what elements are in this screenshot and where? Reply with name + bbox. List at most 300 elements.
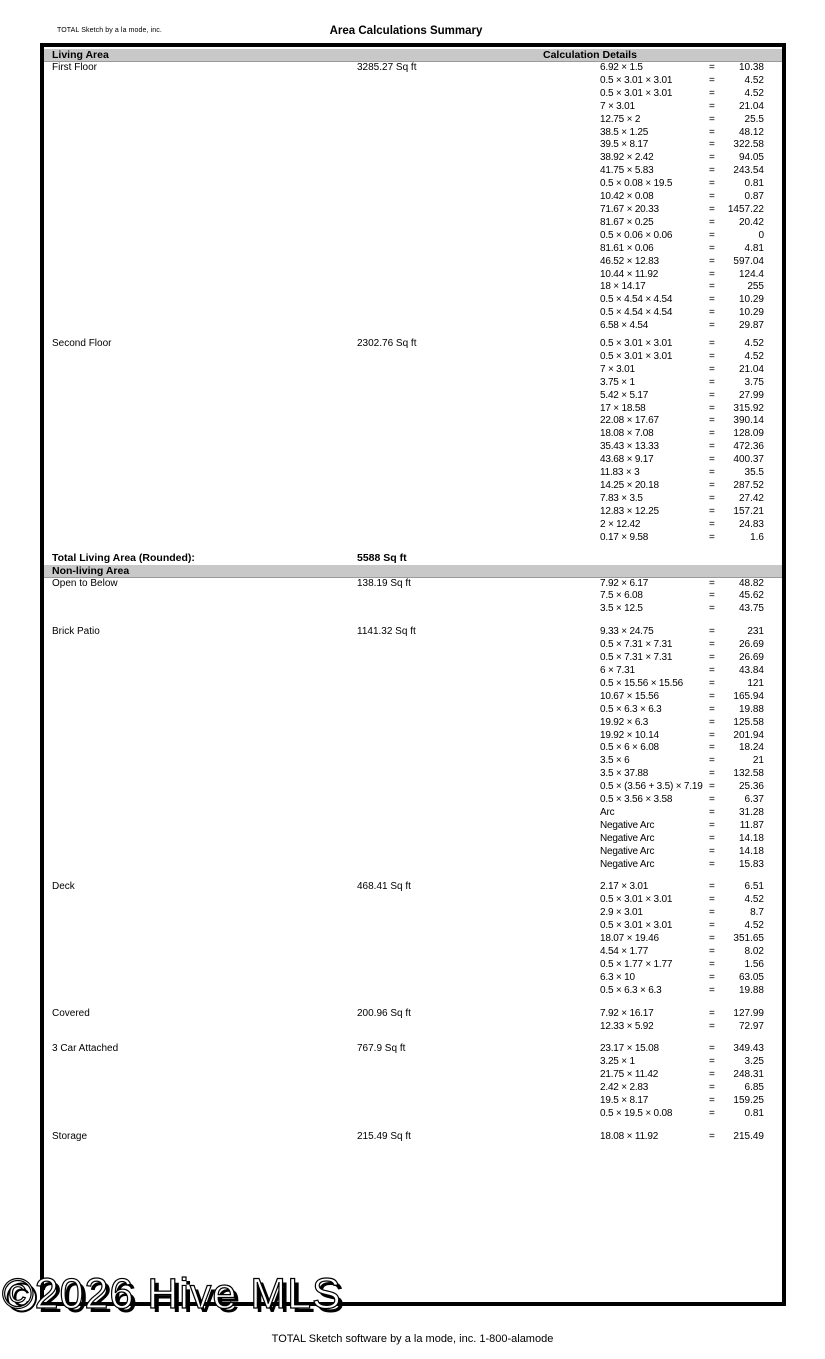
calc-expression: 3.5 × 6 xyxy=(600,755,630,767)
equals-sign: = xyxy=(709,794,715,806)
calc-expression: 0.5 × 6.3 × 6.3 xyxy=(600,703,662,715)
total-living-area-value: 5588 Sq ft xyxy=(357,551,407,564)
equals-sign: = xyxy=(709,781,715,793)
calc-result: 26.69 xyxy=(738,652,764,664)
calc-result: 315.92 xyxy=(733,402,764,414)
calculation-row xyxy=(600,307,764,320)
calculation-row xyxy=(600,351,764,364)
calc-expression: 0.5 × 0.08 × 19.5 xyxy=(600,178,673,190)
calculation-row xyxy=(600,768,764,781)
calculation-row xyxy=(600,578,764,591)
equals-sign: = xyxy=(709,881,715,893)
equals-sign: = xyxy=(709,100,715,112)
calc-result: 201.94 xyxy=(733,729,764,741)
equals-sign: = xyxy=(709,518,715,530)
calc-expression: 0.5 × 0.06 × 0.06 xyxy=(600,229,673,241)
equals-sign: = xyxy=(709,139,715,151)
calc-expression: 0.5 × 4.54 × 4.54 xyxy=(600,307,673,319)
equals-sign: = xyxy=(709,467,715,479)
equals-sign: = xyxy=(709,806,715,818)
equals-sign: = xyxy=(709,505,715,517)
calc-expression: 19.92 × 6.3 xyxy=(600,716,649,728)
calc-result: 127.99 xyxy=(733,1007,764,1019)
equals-sign: = xyxy=(709,203,715,215)
calculation-row xyxy=(600,506,764,519)
equals-sign: = xyxy=(709,350,715,362)
calculation-row xyxy=(600,603,764,616)
calculation-row xyxy=(600,230,764,243)
calc-result: 349.43 xyxy=(733,1043,764,1055)
calc-expression: 0.5 × 4.54 × 4.54 xyxy=(600,294,673,306)
area-sqft: 215.49 Sq ft xyxy=(357,1130,411,1142)
calculation-list xyxy=(600,62,764,333)
equals-sign: = xyxy=(709,677,715,689)
calc-result: 0.81 xyxy=(744,178,764,190)
calculation-row xyxy=(600,652,764,665)
calculation-row xyxy=(600,217,764,230)
equals-sign: = xyxy=(709,480,715,491)
area-name: Deck xyxy=(52,881,75,893)
area-sqft: 3285.27 Sq ft xyxy=(357,62,417,73)
calc-result: 231 xyxy=(747,626,764,638)
calc-expression: 18 × 14.17 xyxy=(600,281,646,293)
equals-sign: = xyxy=(709,1056,715,1068)
area-name: Storage xyxy=(52,1130,88,1142)
calculation-row xyxy=(600,1131,764,1144)
equals-sign: = xyxy=(709,729,715,741)
calc-result: 4.52 xyxy=(744,74,764,86)
calc-expression: 18.07 × 19.46 xyxy=(600,933,659,945)
equals-sign: = xyxy=(709,320,715,332)
calculation-details-header-label: Calculation Details xyxy=(543,49,637,61)
calc-expression: 39.5 × 8.17 xyxy=(600,139,649,151)
calculation-row xyxy=(600,1021,764,1034)
calc-result: 1457.22 xyxy=(727,203,764,215)
calc-expression: 2.17 × 3.01 xyxy=(600,881,649,893)
calc-result: 125.58 xyxy=(733,716,764,728)
equals-sign: = xyxy=(709,74,715,86)
calc-expression: 0.5 × 6 × 6.08 xyxy=(600,742,659,754)
calc-expression: 2.9 × 3.01 xyxy=(600,907,643,919)
calc-expression: 2.42 × 2.83 xyxy=(600,1082,649,1094)
calc-expression: 0.5 × 3.01 × 3.01 xyxy=(600,350,673,362)
calc-result: 351.65 xyxy=(733,933,764,945)
calc-expression: 12.33 × 5.92 xyxy=(600,1020,654,1032)
equals-sign: = xyxy=(709,626,715,638)
calc-expression: 81.61 × 0.06 xyxy=(600,242,654,254)
calc-result: 597.04 xyxy=(733,255,764,267)
equals-sign: = xyxy=(709,920,715,932)
calc-expression: 43.68 × 9.17 xyxy=(600,454,654,466)
calculation-row xyxy=(600,755,764,768)
calculation-row xyxy=(600,191,764,204)
equals-sign: = xyxy=(709,577,715,589)
calc-result: 6.37 xyxy=(744,794,764,806)
calc-expression: 0.5 × 3.56 × 3.58 xyxy=(600,794,673,806)
equals-sign: = xyxy=(709,294,715,306)
calculation-row xyxy=(600,377,764,390)
calc-expression: 46.52 × 12.83 xyxy=(600,255,659,267)
calculation-row xyxy=(600,807,764,820)
area-section xyxy=(44,1131,782,1144)
equals-sign: = xyxy=(709,946,715,957)
calculation-row xyxy=(600,532,764,545)
equals-sign: = xyxy=(709,242,715,254)
equals-sign: = xyxy=(709,894,715,906)
calculation-row xyxy=(600,338,764,351)
calc-expression: 12.83 × 12.25 xyxy=(600,505,659,517)
equals-sign: = xyxy=(709,1020,715,1032)
calculation-row xyxy=(600,1008,764,1021)
calculation-row xyxy=(600,730,764,743)
equals-sign: = xyxy=(709,907,715,919)
equals-sign: = xyxy=(709,639,715,651)
calculation-row xyxy=(600,428,764,441)
calc-result: 31.28 xyxy=(738,806,764,818)
calc-result: 255 xyxy=(747,281,764,293)
area-sqft: 767.9 Sq ft xyxy=(357,1043,406,1055)
calc-expression: 38.92 × 2.42 xyxy=(600,152,654,164)
calc-expression: 10.44 × 11.92 xyxy=(600,268,659,280)
calc-result: 248.31 xyxy=(733,1069,764,1081)
calc-expression: 11.83 × 3 xyxy=(600,467,640,479)
calc-expression: 9.33 × 24.75 xyxy=(600,626,654,638)
total-living-area-label: Total Living Area (Rounded): xyxy=(52,551,195,564)
calculation-row xyxy=(600,364,764,377)
calculation-row xyxy=(600,493,764,506)
equals-sign: = xyxy=(709,441,715,453)
calc-expression: 19.5 × 8.17 xyxy=(600,1095,649,1107)
equals-sign: = xyxy=(709,984,715,996)
equals-sign: = xyxy=(709,971,715,983)
calculation-row xyxy=(600,1108,764,1121)
calc-expression: 41.75 × 5.83 xyxy=(600,165,654,177)
calc-result: 4.52 xyxy=(744,894,764,906)
calc-result: 14.18 xyxy=(738,832,764,844)
equals-sign: = xyxy=(709,703,715,715)
area-sqft: 468.41 Sq ft xyxy=(357,881,411,893)
calc-expression: 38.5 × 1.25 xyxy=(600,126,649,138)
calc-expression: Negative Arc xyxy=(600,845,655,857)
equals-sign: = xyxy=(709,755,715,767)
calc-result: 10.38 xyxy=(738,62,764,73)
calc-result: 43.75 xyxy=(738,603,764,615)
calculation-row xyxy=(600,243,764,256)
calculation-row xyxy=(600,920,764,933)
calc-expression: 3.75 × 1 xyxy=(600,376,635,388)
equals-sign: = xyxy=(709,152,715,164)
calculation-list xyxy=(600,1008,764,1034)
equals-sign: = xyxy=(709,126,715,138)
calculation-row xyxy=(600,781,764,794)
calc-expression: 6.92 × 1.5 xyxy=(600,62,643,73)
calc-result: 4.52 xyxy=(744,87,764,99)
calculation-row xyxy=(600,403,764,416)
calc-expression: 0.5 × 7.31 × 7.31 xyxy=(600,639,673,651)
equals-sign: = xyxy=(709,590,715,602)
calc-result: 29.87 xyxy=(738,320,764,332)
calculation-row xyxy=(600,294,764,307)
calc-expression: 10.67 × 15.56 xyxy=(600,690,659,702)
equals-sign: = xyxy=(709,229,715,241)
calc-result: 4.81 xyxy=(744,242,764,254)
calc-result: 157.21 xyxy=(733,505,764,517)
calc-result: 27.99 xyxy=(738,389,764,401)
calc-expression: 10.42 × 0.08 xyxy=(600,191,654,203)
area-section xyxy=(44,1043,782,1120)
page-title: Area Calculations Summary xyxy=(329,25,483,37)
equals-sign: = xyxy=(709,62,715,73)
nonliving-area-sections xyxy=(44,578,782,1144)
area-sqft: 200.96 Sq ft xyxy=(357,1007,411,1019)
calc-result: 63.05 xyxy=(738,971,764,983)
calculation-row xyxy=(600,881,764,894)
calc-result: 132.58 xyxy=(733,768,764,780)
calc-expression: 18.08 × 7.08 xyxy=(600,428,654,440)
equals-sign: = xyxy=(709,113,715,125)
nonliving-area-header-label: Non-living Area xyxy=(52,564,130,577)
calculation-row xyxy=(600,281,764,294)
equals-sign: = xyxy=(709,307,715,319)
calc-expression: 4.54 × 1.77 xyxy=(600,946,649,957)
calc-expression: 3.5 × 37.88 xyxy=(600,768,649,780)
calc-result: 243.54 xyxy=(733,165,764,177)
calc-result: 3.75 xyxy=(744,376,764,388)
calc-expression: Arc xyxy=(600,806,615,818)
calc-expression: 81.67 × 0.25 xyxy=(600,216,654,228)
calculation-row xyxy=(600,178,764,191)
equals-sign: = xyxy=(709,1095,715,1107)
calc-result: 43.84 xyxy=(738,664,764,676)
calc-expression: 22.08 × 17.67 xyxy=(600,415,659,427)
calculation-row xyxy=(600,833,764,846)
area-section xyxy=(44,1008,782,1034)
equals-sign: = xyxy=(709,531,715,543)
calc-result: 0.87 xyxy=(744,191,764,203)
equals-sign: = xyxy=(709,268,715,280)
calc-result: 165.94 xyxy=(733,690,764,702)
calculation-row xyxy=(600,717,764,730)
nonliving-area-header-bar xyxy=(44,565,782,578)
calc-result: 15.83 xyxy=(738,858,764,870)
calc-expression: 71.67 × 20.33 xyxy=(600,203,659,215)
calculation-row xyxy=(600,907,764,920)
equals-sign: = xyxy=(709,832,715,844)
calculation-row xyxy=(600,269,764,282)
calc-result: 159.25 xyxy=(733,1095,764,1107)
equals-sign: = xyxy=(709,402,715,414)
area-name: Second Floor xyxy=(52,338,112,350)
calc-result: 400.37 xyxy=(733,454,764,466)
calc-result: 0.81 xyxy=(744,1107,764,1119)
calc-result: 21 xyxy=(752,755,764,767)
calculation-row xyxy=(600,101,764,114)
calc-result: 21.04 xyxy=(738,100,764,112)
calc-result: 10.29 xyxy=(738,307,764,319)
calculation-row xyxy=(600,1095,764,1108)
calculation-row xyxy=(600,665,764,678)
calculation-row xyxy=(600,1043,764,1056)
calc-expression: 23.17 × 15.08 xyxy=(600,1043,659,1055)
calculation-row xyxy=(600,75,764,88)
calc-result: 25.5 xyxy=(744,113,764,125)
equals-sign: = xyxy=(709,690,715,702)
calc-result: 21.04 xyxy=(738,363,764,375)
calculation-list xyxy=(600,338,764,545)
calculation-row xyxy=(600,127,764,140)
calc-expression: 12.75 × 2 xyxy=(600,113,641,125)
calculation-row xyxy=(600,933,764,946)
calculation-list xyxy=(600,578,764,617)
calc-result: 4.52 xyxy=(744,350,764,362)
calculation-row xyxy=(600,846,764,859)
calc-result: 8.7 xyxy=(750,907,764,919)
calc-expression: 6.58 × 4.54 xyxy=(600,320,649,332)
calc-result: 8.02 xyxy=(744,946,764,957)
equals-sign: = xyxy=(709,492,715,504)
calc-result: 24.83 xyxy=(738,518,764,530)
area-name: First Floor xyxy=(52,62,97,73)
calculation-list xyxy=(600,626,764,871)
calculation-row xyxy=(600,1069,764,1082)
area-section xyxy=(44,338,782,545)
calc-result: 72.97 xyxy=(738,1020,764,1032)
calc-expression: 6.3 × 10 xyxy=(600,971,635,983)
calc-expression: 0.5 × 6.3 × 6.3 xyxy=(600,984,662,996)
equals-sign: = xyxy=(709,1130,715,1142)
calculation-row xyxy=(600,320,764,333)
calc-result: 3.25 xyxy=(744,1056,764,1068)
area-calculations-box xyxy=(40,43,786,1306)
calc-expression: 7 × 3.01 xyxy=(600,100,635,112)
equals-sign: = xyxy=(709,1069,715,1081)
calc-expression: 7.92 × 6.17 xyxy=(600,577,649,589)
calculation-row xyxy=(600,62,764,75)
living-area-header-label: Living Area xyxy=(52,49,109,61)
calculation-row xyxy=(600,390,764,403)
calc-result: 1.56 xyxy=(744,958,764,970)
area-section xyxy=(44,62,782,333)
equals-sign: = xyxy=(709,1007,715,1019)
calc-result: 20.42 xyxy=(738,216,764,228)
calc-result: 215.49 xyxy=(733,1130,764,1142)
calculation-row xyxy=(600,467,764,480)
calc-result: 11.87 xyxy=(739,819,764,831)
calc-expression: 0.17 × 9.58 xyxy=(600,531,649,543)
total-living-area-row xyxy=(44,552,782,565)
calc-expression: 0.5 × 19.5 × 0.08 xyxy=(600,1107,673,1119)
calc-result: 48.82 xyxy=(738,577,764,589)
calculation-row xyxy=(600,704,764,717)
living-area-header-bar xyxy=(44,49,782,62)
calc-result: 18.24 xyxy=(738,742,764,754)
calculation-row xyxy=(600,959,764,972)
calc-expression: 6 × 7.31 xyxy=(600,664,635,676)
calc-result: 48.12 xyxy=(738,126,764,138)
calculation-row xyxy=(600,441,764,454)
calc-expression: 17 × 18.58 xyxy=(600,402,646,414)
calc-expression: 0.5 × 3.01 × 3.01 xyxy=(600,920,673,932)
calc-expression: 0.5 × 3.01 × 3.01 xyxy=(600,87,673,99)
calc-result: 19.88 xyxy=(738,984,764,996)
calc-result: 6.51 xyxy=(744,881,764,893)
equals-sign: = xyxy=(709,664,715,676)
equals-sign: = xyxy=(709,603,715,615)
calculation-row xyxy=(600,480,764,493)
calc-result: 4.52 xyxy=(744,338,764,350)
calc-result: 0 xyxy=(758,229,764,241)
equals-sign: = xyxy=(709,845,715,857)
area-sqft: 138.19 Sq ft xyxy=(357,577,411,589)
calc-expression: 0.5 × (3.56 + 3.5) × 7.19 xyxy=(600,781,703,793)
equals-sign: = xyxy=(709,178,715,190)
equals-sign: = xyxy=(709,454,715,466)
calc-result: 35.5 xyxy=(744,467,764,479)
calculation-row xyxy=(600,626,764,639)
equals-sign: = xyxy=(709,376,715,388)
calc-result: 390.14 xyxy=(733,415,764,427)
equals-sign: = xyxy=(709,87,715,99)
calc-expression: 2 × 12.42 xyxy=(600,518,641,530)
equals-sign: = xyxy=(709,255,715,267)
calculation-row xyxy=(600,152,764,165)
equals-sign: = xyxy=(709,1107,715,1119)
calc-expression: 0.5 × 3.01 × 3.01 xyxy=(600,74,673,86)
area-sqft: 2302.76 Sq ft xyxy=(357,338,417,350)
area-name: Covered xyxy=(52,1007,90,1019)
calc-expression: 14.25 × 20.18 xyxy=(600,480,659,491)
equals-sign: = xyxy=(709,716,715,728)
calculation-row xyxy=(600,519,764,532)
calc-result: 124.4 xyxy=(738,268,764,280)
equals-sign: = xyxy=(709,415,715,427)
calculation-list xyxy=(600,1131,764,1144)
mls-watermark: ©2026 Hive MLS xyxy=(2,1270,342,1318)
calculation-row xyxy=(600,820,764,833)
calculation-row xyxy=(600,639,764,652)
calculation-row xyxy=(600,678,764,691)
calculation-row xyxy=(600,859,764,872)
area-sqft: 1141.32 Sq ft xyxy=(357,626,416,638)
calc-result: 19.88 xyxy=(738,703,764,715)
calc-result: 322.58 xyxy=(733,139,764,151)
equals-sign: = xyxy=(709,338,715,350)
calc-result: 94.05 xyxy=(738,152,764,164)
calc-result: 10.29 xyxy=(738,294,764,306)
calculation-row xyxy=(600,691,764,704)
calc-expression: 0.5 × 15.56 × 15.56 xyxy=(600,677,683,689)
calc-expression: 18.08 × 11.92 xyxy=(600,1130,659,1142)
calculation-row xyxy=(600,454,764,467)
equals-sign: = xyxy=(709,281,715,293)
calc-expression: 35.43 × 13.33 xyxy=(600,441,659,453)
calc-expression: 7.83 × 3.5 xyxy=(600,492,643,504)
calc-result: 121 xyxy=(747,677,764,689)
calculation-row xyxy=(600,114,764,127)
calc-expression: Negative Arc xyxy=(600,819,655,831)
equals-sign: = xyxy=(709,652,715,664)
calc-expression: 7 × 3.01 xyxy=(600,363,635,375)
calculation-row xyxy=(600,1082,764,1095)
calc-result: 4.52 xyxy=(744,920,764,932)
footer-text: TOTAL Sketch software by a la mode, inc. 1-800-alamode xyxy=(271,1333,554,1345)
calculation-row xyxy=(600,139,764,152)
calc-result: 128.09 xyxy=(733,428,764,440)
calc-expression: 5.42 × 5.17 xyxy=(600,389,649,401)
equals-sign: = xyxy=(709,165,715,177)
calc-result: 26.69 xyxy=(738,639,764,651)
calculation-row xyxy=(600,972,764,985)
